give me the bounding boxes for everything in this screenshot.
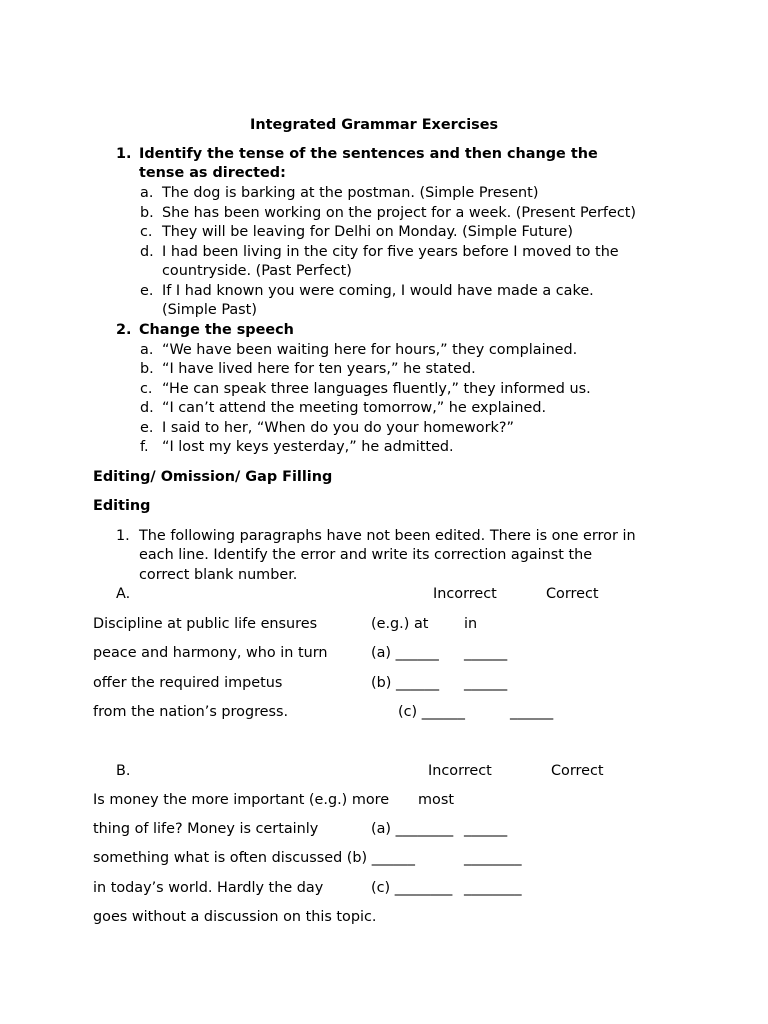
- part-b-row-text: Is money the more important (e.g.) more: [93, 792, 390, 808]
- page-title: Integrated Grammar Exercises: [250, 117, 499, 133]
- part-a-row-correct: in: [464, 616, 478, 632]
- part-b-row-text: goes without a discussion on this topic.: [93, 909, 377, 925]
- q2-item-d-text: “I can’t attend the meeting tomorrow,” he explained.: [162, 400, 547, 416]
- part-a-row-mark: (e.g.) at: [371, 616, 429, 632]
- q1-item-e-letter: e.: [140, 283, 154, 299]
- part-b-row-text: in today’s world. Hardly the day: [93, 880, 324, 896]
- part-a-row-mark: (b) ______: [371, 675, 440, 691]
- q1-item-d-text-line2: countryside. (Past Perfect): [162, 263, 352, 279]
- part-b-row-mark: (a) ________: [371, 821, 454, 837]
- part-b-row-text: thing of life? Money is certainly: [93, 821, 319, 837]
- part-a-row-text: from the nation’s progress.: [93, 704, 289, 720]
- part-a-row-text: peace and harmony, who in turn: [93, 645, 328, 661]
- q2-item-a-letter: a.: [140, 342, 154, 358]
- q2-item-b-letter: b.: [140, 361, 154, 377]
- part-b-correct-header: Correct: [551, 763, 604, 779]
- section-heading: Editing/ Omission/ Gap Filling: [93, 469, 333, 485]
- q1-item-b-text: She has been working on the project for a week. (Present Perfect): [162, 205, 637, 221]
- part-a-row-text: Discipline at public life ensures: [93, 616, 318, 632]
- q1-number: 1.: [116, 146, 132, 162]
- editing-number: 1.: [116, 528, 130, 544]
- part-b-incorrect-header: Incorrect: [428, 763, 492, 779]
- part-b-row-correct: ______: [464, 821, 508, 837]
- q1-item-a-letter: a.: [140, 185, 154, 201]
- part-b-row-correct: ________: [464, 850, 522, 866]
- q1-item-a-text: The dog is barking at the postman. (Simple Present): [162, 185, 539, 201]
- q1-item-c-letter: c.: [140, 224, 153, 240]
- editing-instruction-line3: correct blank number.: [139, 567, 298, 583]
- q2-number: 2.: [116, 322, 132, 338]
- q1-instruction-line2: tense as directed:: [139, 165, 286, 181]
- q2-item-f-text: “I lost my keys yesterday,” he admitted.: [162, 439, 454, 455]
- q2-item-e-text: I said to her, “When do you do your homework?”: [162, 420, 514, 436]
- q2-item-b-text: “I have lived here for ten years,” he stated.: [162, 361, 476, 377]
- q2-item-e-letter: e.: [140, 420, 154, 436]
- q2-heading: Change the speech: [139, 322, 294, 338]
- q1-instruction-line1: Identify the tense of the sentences and then change the: [139, 146, 598, 162]
- editing-instruction-line2: each line. Identify the error and write its correction against the: [139, 547, 593, 563]
- part-a-row-mark: (a) ______: [371, 645, 439, 661]
- q1-item-b-letter: b.: [140, 205, 154, 221]
- q1-item-e-text-line2: (Simple Past): [162, 302, 257, 318]
- part-b-label: B.: [116, 763, 131, 779]
- part-a-row-text: offer the required impetus: [93, 675, 283, 691]
- q1-item-e-text-line1: If I had known you were coming, I would have made a cake.: [162, 283, 594, 299]
- editing-instruction-line1: The following paragraphs have not been edited. There is one error in: [139, 528, 636, 544]
- part-a-row-correct: ______: [510, 704, 554, 720]
- part-a-label: A.: [116, 586, 131, 602]
- part-b-row-text: something what is often discussed (b) ______: [93, 850, 415, 866]
- part-b-row-correct: most: [418, 792, 454, 808]
- editing-heading: Editing: [93, 498, 151, 514]
- q1-item-c-text: They will be leaving for Delhi on Monday. (Simple Future): [162, 224, 573, 240]
- part-b-row-mark: (c) ________: [371, 880, 453, 896]
- part-a-row-mark: (c) ______: [398, 704, 465, 720]
- part-a-correct-header: Correct: [546, 586, 599, 602]
- part-b-row-correct: ________: [464, 880, 522, 896]
- q2-item-d-letter: d.: [140, 400, 154, 416]
- q2-item-a-text: “We have been waiting here for hours,” they complained.: [162, 342, 578, 358]
- part-a-row-correct: ______: [464, 645, 508, 661]
- part-a-row-correct: ______: [464, 675, 508, 691]
- part-a-incorrect-header: Incorrect: [433, 586, 497, 602]
- q2-item-c-letter: c.: [140, 381, 153, 397]
- q2-item-c-text: “He can speak three languages fluently,” they informed us.: [162, 381, 591, 397]
- q1-item-d-text-line1: I had been living in the city for five years before I moved to the: [162, 244, 619, 260]
- q2-item-f-letter: f.: [140, 439, 149, 455]
- q1-item-d-letter: d.: [140, 244, 154, 260]
